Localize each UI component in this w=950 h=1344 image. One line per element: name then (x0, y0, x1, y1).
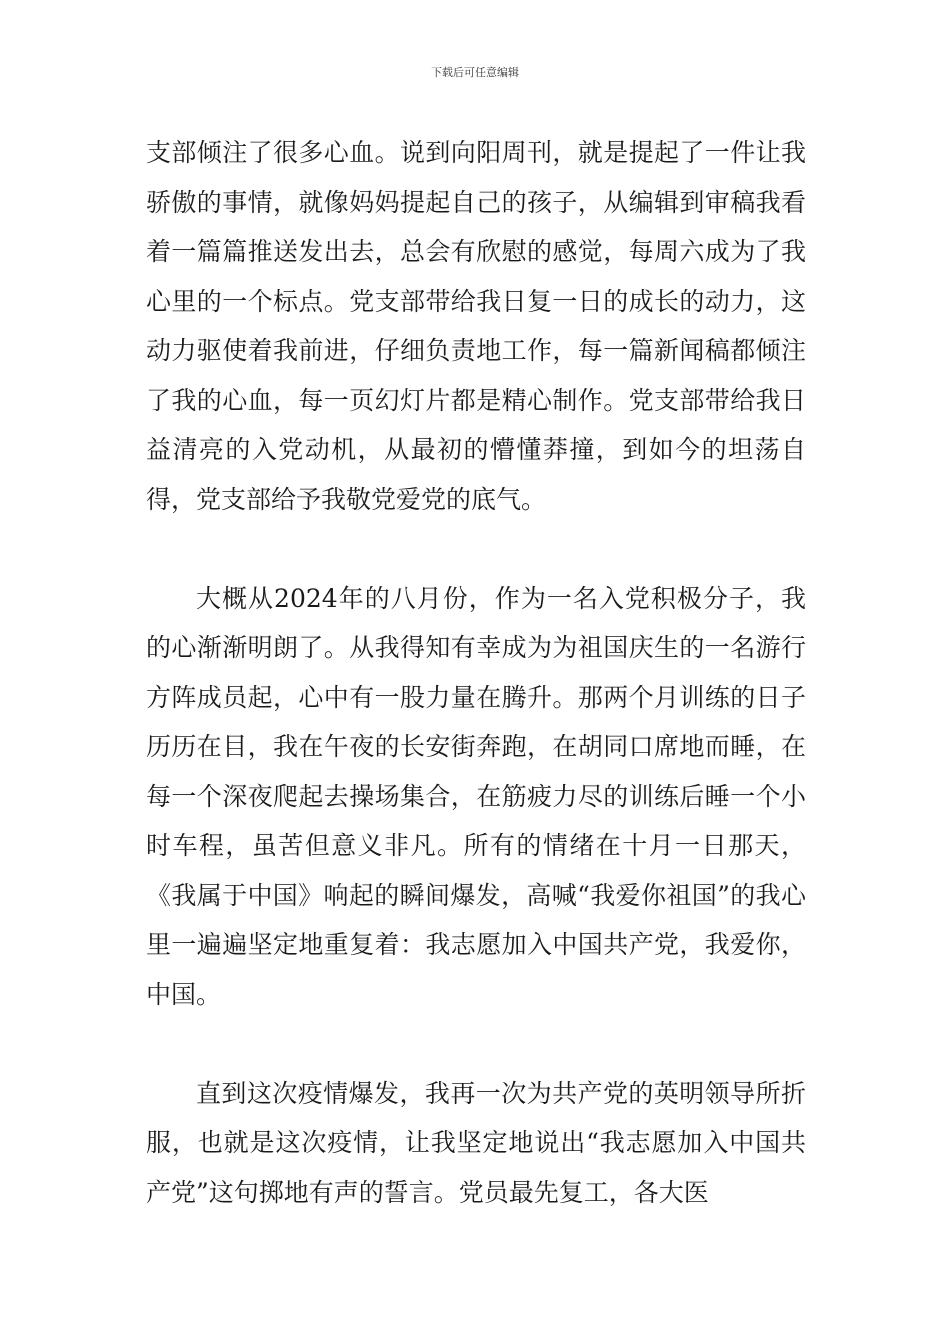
paragraph-1: 支部倾注了很多心血。说到向阳周刊，就是提起了一件让我骄傲的事情，就像妈妈提起自己的孩子，从编辑到审稿我看着一篇篇推送发出去，总会有欣慰的感觉，每周六成为了我心里的一个标点。党支部带给我日复一日的成长的动力，这动力驱使着我前进，仔细负责地工作，每一篇新闻稿都倾注了我的心血，每一页幻灯片都是精心制作。党支部带给我日益清亮的入党动机，从最初的懵懂莽撞，到如今的坦荡自得，党支部给予我敬党爱党的底气。 (146, 138, 806, 514)
page-header: 下载后可任意编辑 (431, 66, 519, 79)
paragraph-3: 直到这次疫情爆发，我再一次为共产党的英明领导所折服，也就是这次疫情，让我坚定地说出“我志愿加入中国共产党”这句掷地有声的誓言。党员最先复工，各大医 (146, 1078, 806, 1207)
paragraph-gap (146, 524, 806, 574)
paragraph-2: 大概从2024年的八月份，作为一名入党积极分子，我的心渐渐明朗了。从我得知有幸成为为祖国庆生的一名游行方阵成员起，心中有一股力量在腾升。那两个月训练的日子历历在目，我在午夜的长安街奔跑，在胡同口席地而睡，在每一个深夜爬起去操场集合，在筋疲力尽的训练后睡一个小时车程，虽苦但意义非凡。所有的情绪在十月一日那天，《我属于中国》响起的瞬间爆发，高喊“我爱你祖国”的我心里一遍遍坚定地重复着：我志愿加入中国共产党，我爱你，中国。 (146, 583, 806, 1009)
document-body (146, 128, 806, 1217)
paragraph-gap (146, 1019, 806, 1069)
